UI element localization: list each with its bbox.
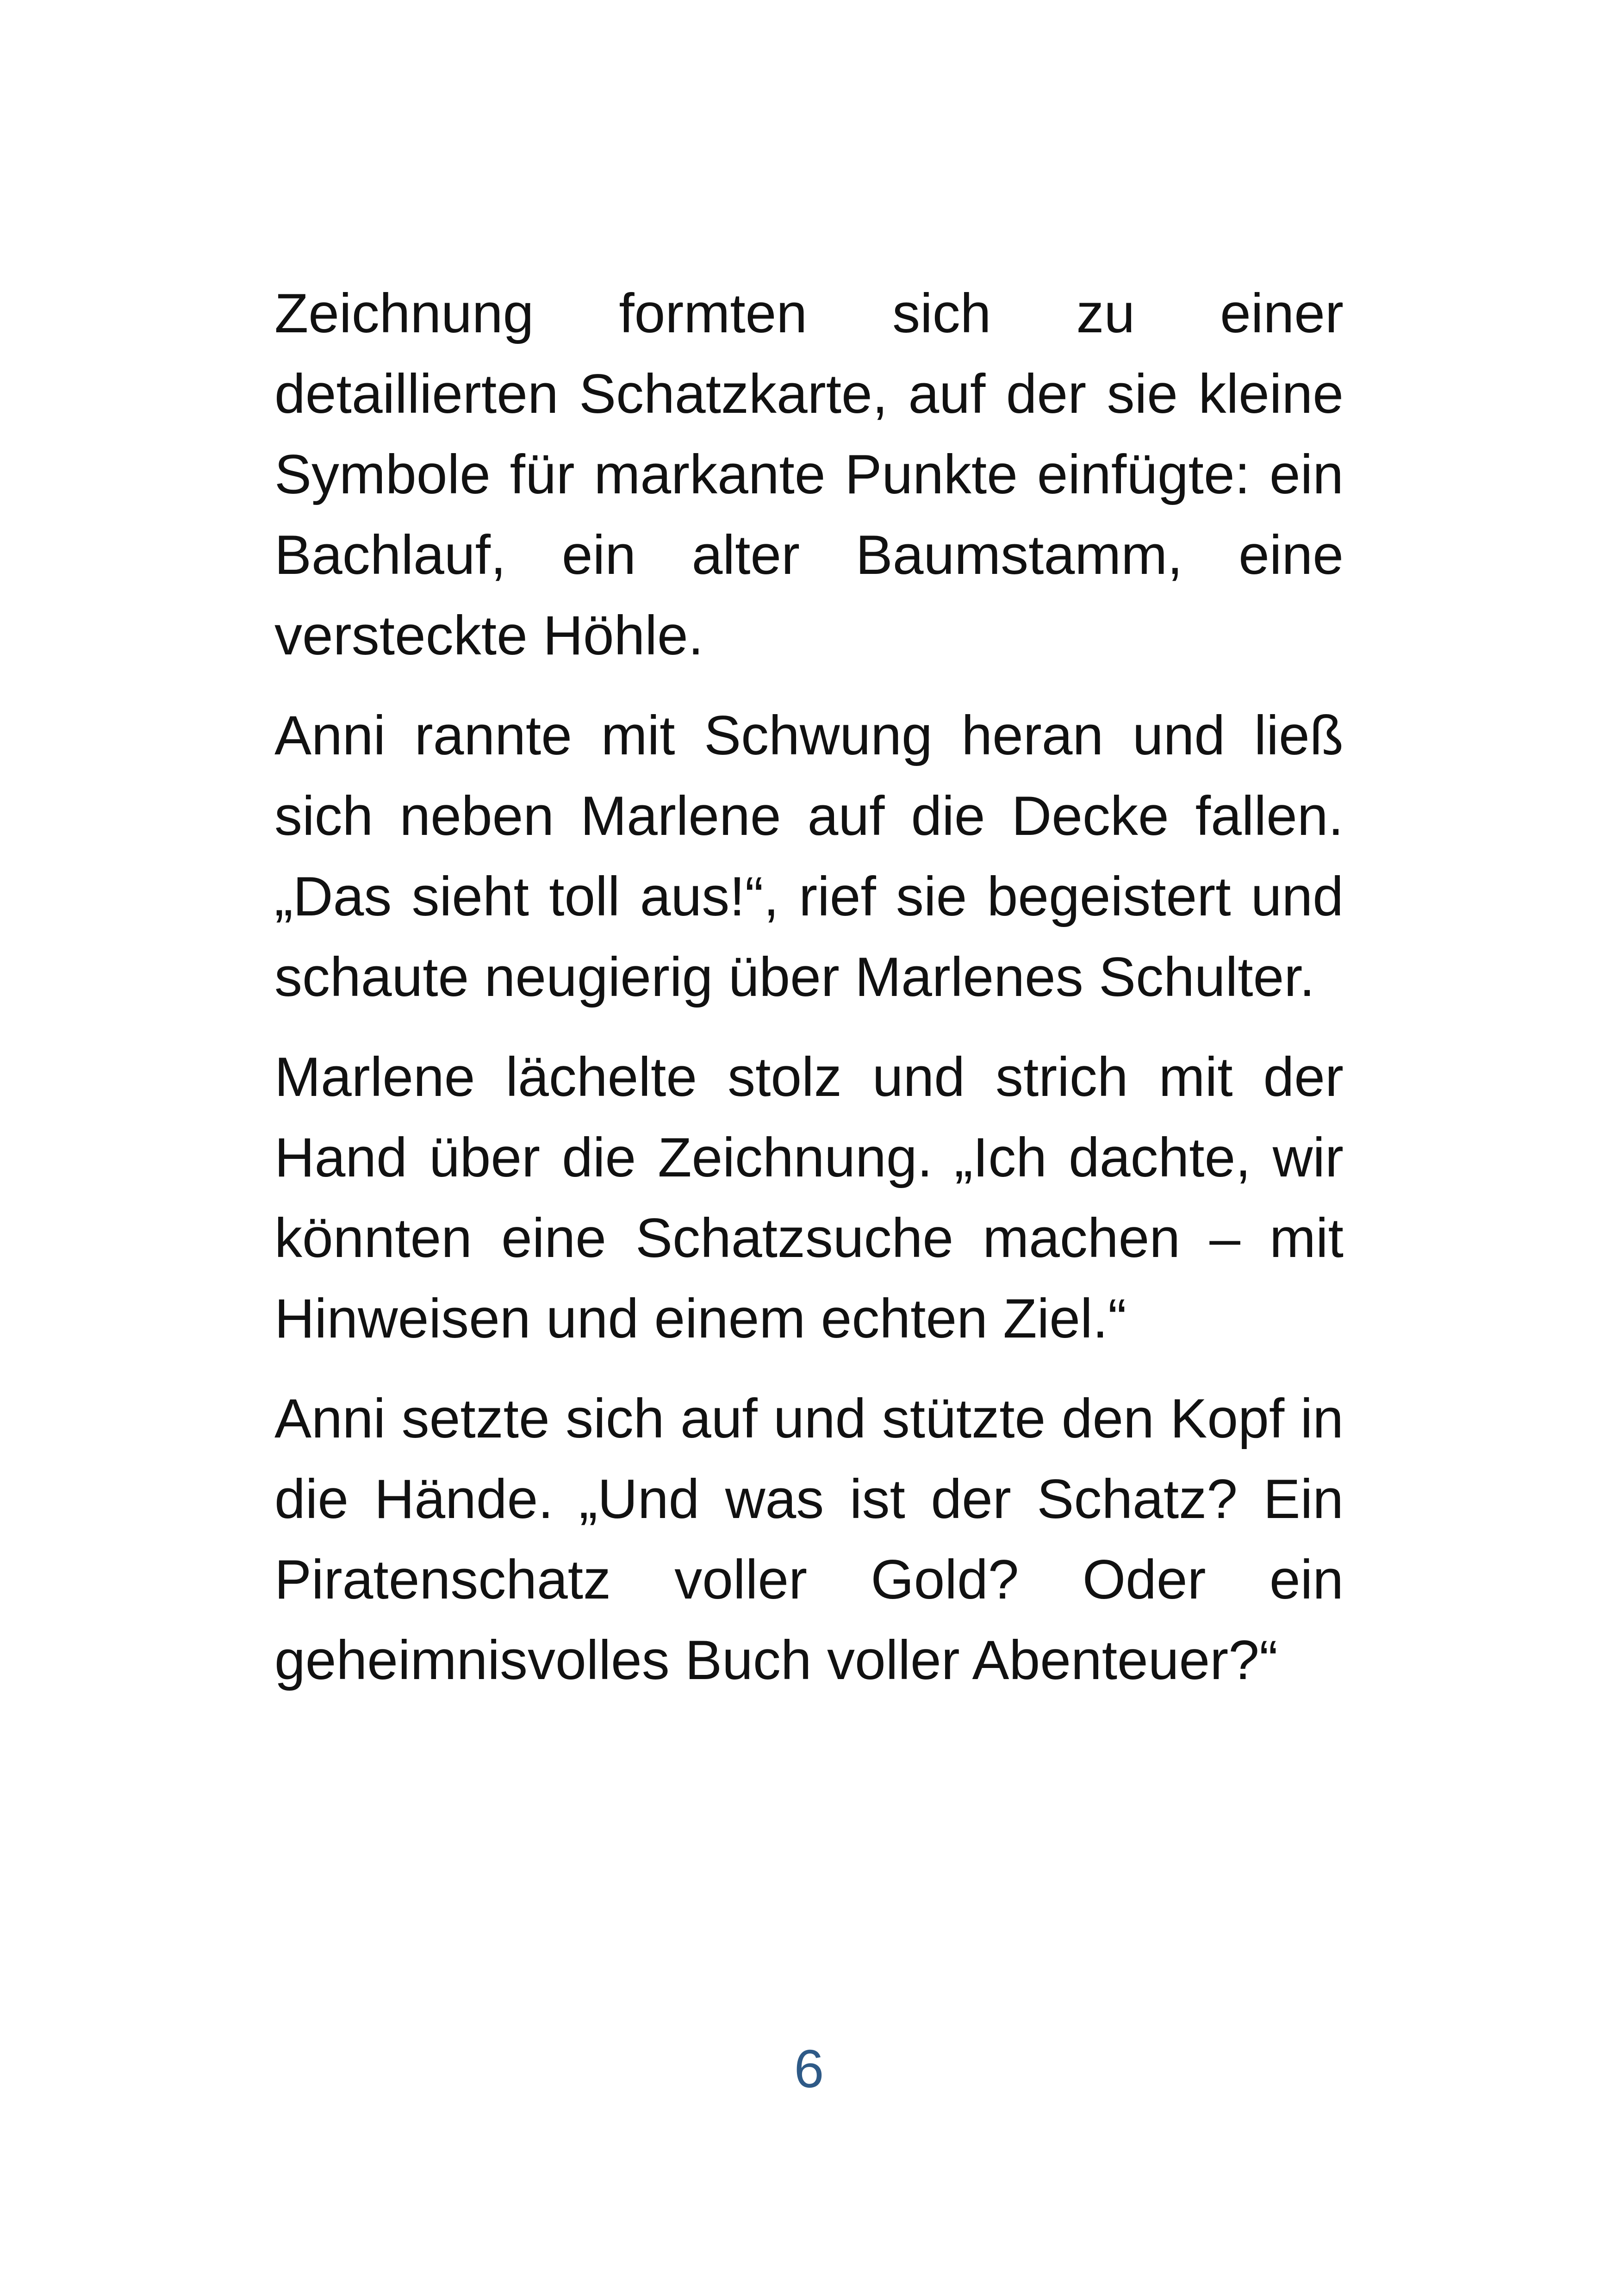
paragraph-2: Anni rannte mit Schwung heran und ließ sich neben Marlene auf die Decke fallen. „Das sieht toll aus!“, rief sie begeistert und schaute neugierig über Marlenes Schulter. — [274, 704, 1344, 1008]
paragraph-3: Marlene lächelte stolz und strich mit der Hand über die Zeichnung. „Ich dachte, wir könnten eine Schatzsuche machen – mit Hinweisen und einem echten Ziel.“ — [274, 1046, 1344, 1350]
page-number: 6 — [794, 2039, 824, 2099]
paragraph-4: Anni setzte sich auf und stützte den Kopf in die Hände. „Und was ist der Schatz? Ein Piratenschatz voller Gold? Oder ein geheimnisvolles Buch voller Abenteuer?“ — [274, 1388, 1344, 1691]
paragraph-1: Zeichnung formten sich zu einer detaillierten Schatzkarte, auf der sie kleine Symbole für markante Punkte einfügte: ein Bachlauf, ein alter Baumstamm, eine versteckte Höhle. — [274, 282, 1344, 666]
page-body — [274, 273, 1344, 1720]
